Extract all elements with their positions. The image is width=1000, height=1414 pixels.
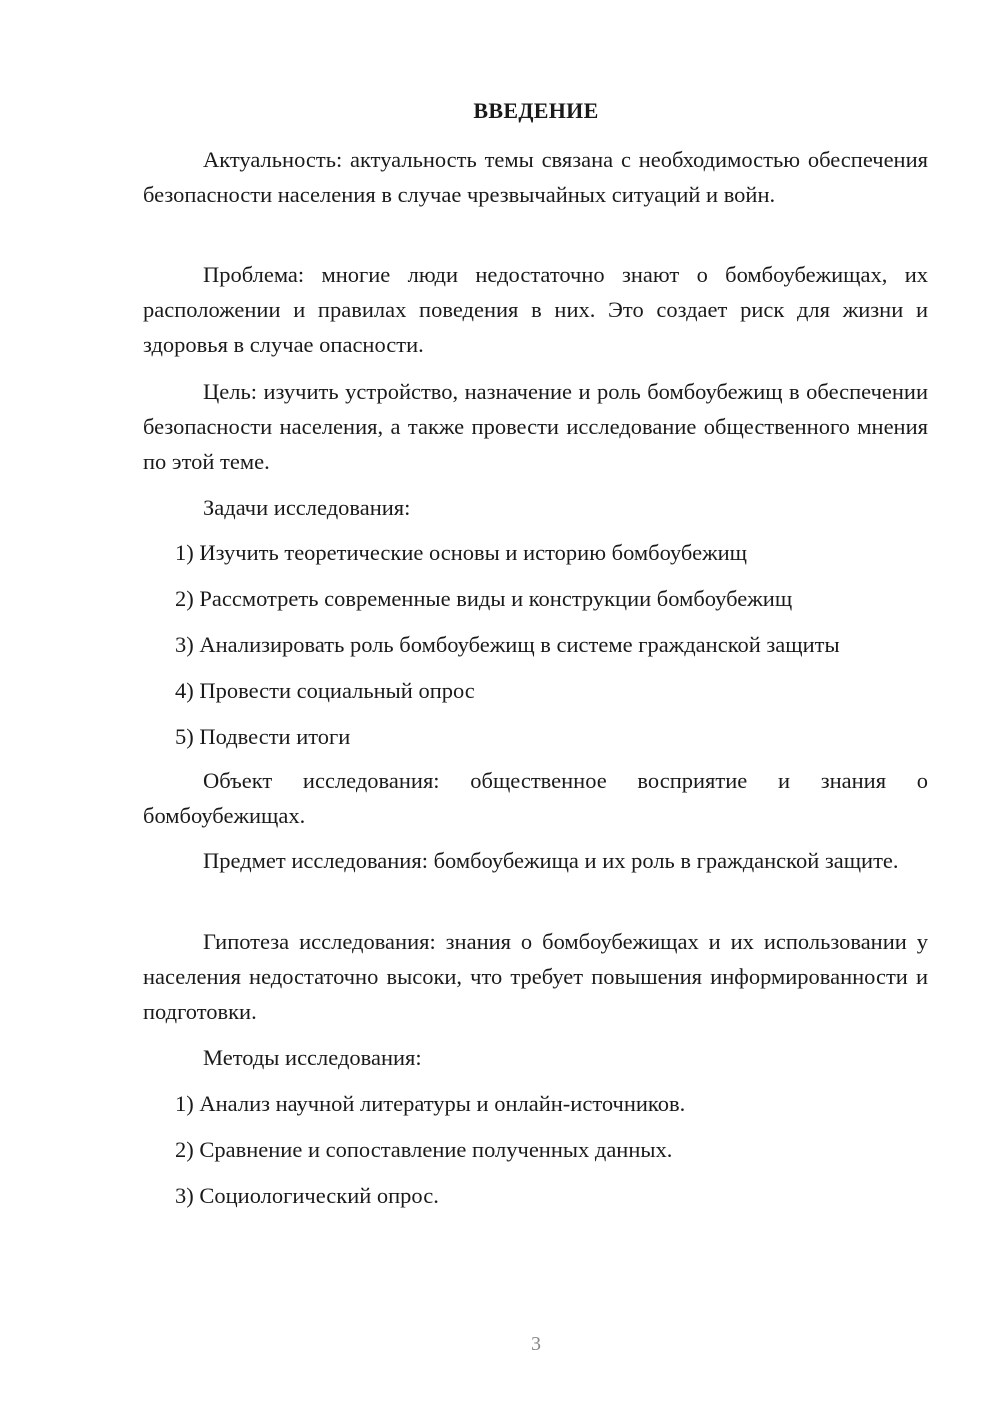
methods-list [143,1086,928,1213]
problem-paragraph: Проблема: многие люди недостаточно знают о бомбоубежищах, их расположении и правилах поведения в них. Это создает риск для жизни и здоровья в случае опасности. [143,262,928,357]
task-item: 3) Анализировать роль бомбоубежищ в системе гражданской защиты [175,632,840,657]
relevance-paragraph: Актуальность: актуальность темы связана с необходимостью обеспечения безопасности населения в случае чрезвычайных ситуаций и войн. [143,147,928,207]
object-paragraph: Объект исследования: общественное восприятие и знания о бомбоубежищах. [143,768,928,828]
page-title: ВВЕДЕНИЕ [473,98,599,123]
tasks-heading-block [143,490,928,525]
subject-paragraph: Предмет исследования: бомбоубежища и их роль в гражданской защите. [203,848,899,873]
method-item: 1) Анализ научной литературы и онлайн-источников. [175,1091,686,1116]
problem-block [143,257,928,362]
task-item: 5) Подвести итоги [175,724,351,749]
hypothesis-paragraph: Гипотеза исследования: знания о бомбоубежищах и их использовании у населения недостаточно высоки, что требует повышения информированности и подготовки. [143,929,928,1024]
method-item: 3) Социологический опрос. [175,1183,439,1208]
object-block [143,763,928,833]
task-item: 4) Провести социальный опрос [175,678,475,703]
methods-heading-block [143,1040,928,1075]
subject-block [143,843,928,878]
hypothesis-block [143,924,928,1029]
tasks-heading: Задачи исследования: [203,495,411,520]
goal-paragraph: Цель: изучить устройство, назначение и роль бомбоубежищ в обеспечении безопасности населения, а также провести исследование общественного мнения по этой теме. [143,379,928,474]
task-item: 1) Изучить теоретические основы и историю бомбоубежищ [175,540,747,565]
goal-block [143,374,928,479]
page-number: 3 [531,1333,541,1355]
method-item: 2) Сравнение и сопоставление полученных данных. [175,1137,673,1162]
task-item: 2) Рассмотреть современные виды и конструкции бомбоубежищ [175,586,793,611]
methods-heading: Методы исследования: [203,1045,422,1070]
tasks-list [143,535,928,754]
relevance-block [143,142,928,212]
